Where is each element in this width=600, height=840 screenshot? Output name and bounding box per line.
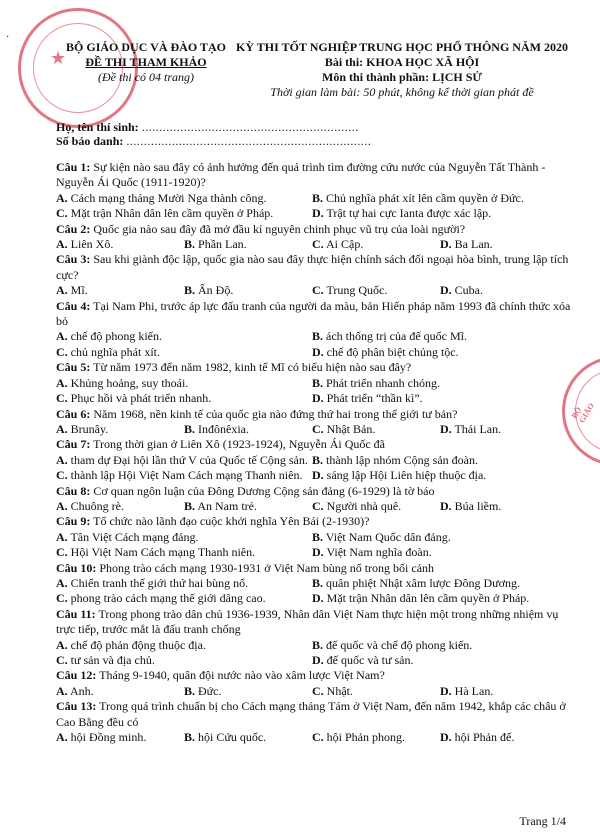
question-text <box>56 222 576 237</box>
question-text <box>56 252 576 283</box>
margin-dot: · <box>6 32 10 43</box>
question-number: Câu 12: <box>56 668 97 683</box>
option-text: Phần Lan. <box>195 237 247 252</box>
question-stem: Tháng 9-1940, quân đội nước nào vào xâm lược Việt Nam? <box>96 668 385 683</box>
option-letter: A. <box>56 190 68 205</box>
header-right <box>232 40 572 100</box>
id-label: Số báo danh: <box>56 134 124 148</box>
answer-option-c[interactable] <box>56 545 312 560</box>
question-text <box>56 561 576 576</box>
answer-option-a[interactable] <box>56 422 184 437</box>
option-text: hội Phản phong. <box>323 730 406 745</box>
option-letter: D. <box>312 545 324 560</box>
option-letter: C. <box>312 730 324 745</box>
option-text: đế quốc và chế độ phong kiến. <box>323 637 473 652</box>
answer-option-c[interactable] <box>56 653 312 668</box>
option-text: sáng lập Hội Liên hiệp thuộc địa. <box>323 468 487 483</box>
answer-option-d[interactable] <box>440 499 576 514</box>
exam-title: KỲ THI TỐT NGHIỆP TRUNG HỌC PHỔ THÔNG NĂM 2020 <box>236 40 568 54</box>
option-text: An Nam trẻ. <box>195 498 258 513</box>
answer-option-a[interactable] <box>56 191 312 206</box>
question-number: Câu 11: <box>56 606 96 621</box>
question-stem: Sau khi giành độc lập, quốc gia nào sau đây thực hiện chính sách đối ngoại hòa bình, trung lập tích cực? <box>56 252 569 282</box>
answer-option-c[interactable] <box>56 206 312 221</box>
option-text: Trật tự hai cực Ianta được xác lập. <box>323 206 492 221</box>
option-text: Tân Việt Cách mạng đảng. <box>67 529 199 544</box>
option-text: Anh. <box>67 683 94 698</box>
answer-options <box>56 684 576 699</box>
question-4 <box>56 299 576 361</box>
option-text: Brunây. <box>67 421 109 436</box>
option-letter: B. <box>312 575 324 590</box>
question-12 <box>56 668 576 699</box>
option-text: Inđônêxia. <box>195 421 249 436</box>
option-text: Hà Lan. <box>451 683 494 698</box>
answer-option-c[interactable] <box>312 499 440 514</box>
page-count-note: (Đề thi có 04 trang) <box>98 70 194 84</box>
id-field[interactable]: ...................................................................... <box>126 134 372 148</box>
answer-option-b[interactable] <box>184 237 312 252</box>
option-letter: B. <box>312 190 324 205</box>
option-text: Cuba. <box>451 283 484 298</box>
option-letter: C. <box>56 653 68 667</box>
answer-option-a[interactable] <box>56 329 312 344</box>
answer-option-b[interactable] <box>312 530 576 545</box>
question-9 <box>56 514 576 560</box>
subject: Môn thi thành phần: LỊCH SỬ <box>322 70 482 84</box>
question-number: Câu 1: <box>56 160 91 174</box>
option-letter: C. <box>56 391 68 406</box>
question-stem: Tại Nam Phi, trước áp lực đấu tranh của người da màu, bản Hiến pháp năm 1993 đã chính thức xóa bỏ <box>56 298 571 329</box>
option-letter: A. <box>56 421 68 436</box>
answer-option-b[interactable] <box>184 422 312 437</box>
option-letter: D. <box>312 344 324 359</box>
option-letter: D. <box>312 468 324 483</box>
option-letter: C. <box>56 591 68 606</box>
question-text <box>56 360 576 375</box>
question-text <box>56 160 576 191</box>
option-letter: A. <box>56 683 68 698</box>
answer-option-a[interactable] <box>56 237 184 252</box>
question-stem: Sự kiện nào sau đây có ảnh hưởng đến quá trình tìm đường cứu nước của Nguyễn Tất Thành - Nguyễn Ái Quốc (1911-1920)? <box>56 160 546 190</box>
option-letter: B. <box>312 329 324 344</box>
answer-option-a[interactable] <box>56 684 184 699</box>
option-letter: C. <box>56 206 68 221</box>
question-6 <box>56 407 576 438</box>
subject-group: Bài thi: KHOA HỌC XÃ HỘI <box>324 55 480 69</box>
option-letter: A. <box>56 498 68 513</box>
option-text: chế độ phong kiến. <box>67 329 162 344</box>
answer-option-c[interactable] <box>56 468 312 483</box>
option-text: Hội Việt Nam Cách mạng Thanh niên. <box>67 545 256 560</box>
answer-option-d[interactable] <box>440 684 576 699</box>
answer-option-a[interactable] <box>56 638 312 653</box>
option-text: Việt Nam Quốc dân đảng. <box>323 529 451 544</box>
answer-option-b[interactable] <box>184 730 312 745</box>
option-letter: C. <box>56 468 68 483</box>
option-letter: B. <box>312 529 324 544</box>
option-letter: C. <box>56 344 68 359</box>
question-3 <box>56 252 576 298</box>
option-letter: A. <box>56 730 68 745</box>
answer-option-c[interactable] <box>312 422 440 437</box>
option-letter: D. <box>312 391 324 406</box>
option-text: Chiến tranh thế giới thứ hai bùng nổ. <box>67 575 249 590</box>
answer-option-c[interactable] <box>56 391 312 406</box>
option-text: Ba Lan. <box>451 237 493 252</box>
question-stem: Từ năm 1973 đến năm 1982, kinh tế Mĩ có biểu hiện nào sau đây? <box>90 360 412 375</box>
option-text: tư sản và địa chủ. <box>67 653 155 667</box>
question-10 <box>56 561 576 607</box>
question-stem: Phong trào cách mạng 1930-1931 ở Việt Nam bùng nổ trong bối cảnh <box>96 560 435 575</box>
question-11 <box>56 607 576 669</box>
question-stem: Cơ quan ngôn luận của Đông Dương Cộng sản đảng (6-1929) là tờ báo <box>90 483 435 498</box>
option-letter: D. <box>312 653 324 667</box>
option-letter: D. <box>440 421 452 436</box>
question-stem: Quốc gia nào sau đây đã mở đầu kỉ nguyên chinh phục vũ trụ của loài người? <box>90 221 466 236</box>
option-text: Chuông rè. <box>67 498 124 513</box>
question-text <box>56 299 576 330</box>
option-letter: A. <box>56 237 68 252</box>
option-text: Mặt trận Nhân dân lên cầm quyền ở Pháp. <box>323 591 530 606</box>
answer-option-a[interactable] <box>56 530 312 545</box>
question-number: Câu 5: <box>56 360 91 375</box>
answer-option-b[interactable] <box>312 376 576 391</box>
candidate-info <box>56 120 371 148</box>
option-letter: B. <box>184 421 196 436</box>
option-text: Mĩ. <box>67 283 88 298</box>
question-text <box>56 407 576 422</box>
answer-options <box>56 329 576 360</box>
option-text: Phục hồi và phát triển nhanh. <box>67 391 212 406</box>
option-text: chế độ phân biệt chủng tộc. <box>323 344 459 359</box>
answer-option-b[interactable] <box>312 638 576 653</box>
option-text: đế quốc và tư sản. <box>323 653 414 667</box>
name-field[interactable]: .............................................................. <box>141 120 359 134</box>
option-text: Thái Lan. <box>451 421 502 436</box>
option-letter: D. <box>312 206 324 221</box>
answer-option-d[interactable] <box>312 206 576 221</box>
option-text: Liên Xô. <box>67 237 114 252</box>
option-letter: A. <box>56 283 68 298</box>
option-text: Cách mạng tháng Mười Nga thành công. <box>67 190 267 205</box>
option-letter: D. <box>440 683 452 698</box>
option-text: quân phiệt Nhật xâm lược Đông Dương. <box>323 575 521 590</box>
option-text: Ai Cập. <box>323 237 364 252</box>
page-number: Trang 1/4 <box>519 814 566 828</box>
answer-option-d[interactable] <box>440 237 576 252</box>
answer-options <box>56 638 576 669</box>
answer-option-c[interactable] <box>312 283 440 298</box>
answer-option-a[interactable] <box>56 283 184 298</box>
answer-option-d[interactable] <box>440 422 576 437</box>
answer-option-b[interactable] <box>312 191 576 206</box>
option-text: Người nhà quê. <box>323 498 402 513</box>
answer-options <box>56 376 576 407</box>
question-number: Câu 9: <box>56 514 91 529</box>
question-8 <box>56 484 576 515</box>
answer-option-b[interactable] <box>312 453 576 468</box>
option-text: hội Phản đế. <box>451 730 515 745</box>
option-text: Nhật Bản. <box>323 421 376 436</box>
option-letter: B. <box>184 683 196 698</box>
option-letter: C. <box>312 421 324 436</box>
option-text: Chủ nghĩa phát xít lên cầm quyền ở Đức. <box>323 190 524 205</box>
exam-type: ĐỀ THI THAM KHẢO <box>85 55 207 69</box>
question-13 <box>56 699 576 745</box>
answer-option-b[interactable] <box>312 329 576 344</box>
option-text: Khủng hoảng, suy thoái. <box>67 375 189 390</box>
answer-option-a[interactable] <box>56 499 184 514</box>
answer-option-a[interactable] <box>56 453 312 468</box>
option-text: Mặt trận Nhân dân lên cầm quyền ở Pháp. <box>67 206 274 221</box>
answer-option-a[interactable] <box>56 376 312 391</box>
option-letter: A. <box>56 329 68 344</box>
answer-option-d[interactable] <box>440 730 576 745</box>
option-text: Ấn Độ. <box>195 283 234 298</box>
answer-options <box>56 499 576 514</box>
option-letter: A. <box>56 575 68 590</box>
answer-option-c[interactable] <box>312 730 440 745</box>
question-number: Câu 3: <box>56 252 91 267</box>
question-text <box>56 514 576 529</box>
option-text: Nhật. <box>323 683 353 698</box>
option-letter: A. <box>56 529 68 544</box>
answer-option-d[interactable] <box>312 653 576 668</box>
question-5 <box>56 360 576 406</box>
option-letter: D. <box>440 237 452 252</box>
answer-option-b[interactable] <box>312 576 576 591</box>
question-number: Câu 10: <box>56 560 97 575</box>
question-stem: Tổ chức nào lãnh đạo cuộc khởi nghĩa Yên Bái (2-1930)? <box>90 514 370 529</box>
question-list <box>56 160 576 745</box>
option-letter: C. <box>312 498 324 513</box>
header-left <box>56 40 236 85</box>
answer-option-c[interactable] <box>56 345 312 360</box>
option-text: chế độ phản động thuộc địa. <box>67 637 206 652</box>
answer-option-d[interactable] <box>312 391 576 406</box>
question-number: Câu 7: <box>56 437 91 452</box>
option-letter: B. <box>312 452 324 467</box>
question-stem: Trong phong trào dân chủ 1936-1939, Nhân dân Việt Nam thực hiện một trong những nhiệm vụ trực tiếp, trước mắt là đấu tranh chống <box>56 606 559 637</box>
question-number: Câu 2: <box>56 221 91 236</box>
answer-options <box>56 530 576 561</box>
question-text <box>56 437 576 452</box>
option-text: Trung Quốc. <box>323 283 388 298</box>
option-letter: B. <box>312 375 324 390</box>
option-letter: D. <box>440 498 452 513</box>
question-text <box>56 668 576 683</box>
question-number: Câu 4: <box>56 298 91 313</box>
answer-option-c[interactable] <box>312 684 440 699</box>
answer-option-c[interactable] <box>312 237 440 252</box>
option-text: hội Cứu quốc. <box>195 730 267 745</box>
answer-option-a[interactable] <box>56 730 184 745</box>
answer-option-d[interactable] <box>312 545 576 560</box>
option-text: thành lập Hội Việt Nam Cách mạng Thanh niên. <box>67 468 303 483</box>
answer-options <box>56 237 576 252</box>
answer-option-c[interactable] <box>56 591 312 606</box>
option-text: Việt Nam nghĩa đoàn. <box>323 545 432 560</box>
option-letter: A. <box>56 375 68 390</box>
answer-options <box>56 422 576 437</box>
option-letter: A. <box>56 637 68 652</box>
option-letter: D. <box>440 283 452 298</box>
option-text: Phát triển nhanh chóng. <box>323 375 440 390</box>
answer-options <box>56 730 576 745</box>
option-letter: D. <box>312 591 324 606</box>
answer-options <box>56 453 576 484</box>
answer-option-d[interactable] <box>440 283 576 298</box>
answer-option-d[interactable] <box>312 345 576 360</box>
option-text: hội Đồng minh. <box>67 730 147 745</box>
question-text <box>56 484 576 499</box>
question-stem: Năm 1968, nền kinh tế của quốc gia nào đứng thứ hai trong thế giới tư bản? <box>90 406 458 421</box>
answer-option-b[interactable] <box>184 499 312 514</box>
seal-star-icon: ★ <box>50 48 67 68</box>
question-2 <box>56 222 576 253</box>
question-text <box>56 607 576 638</box>
seal-text: BỘ GIÁO <box>569 401 596 425</box>
option-text: Đức. <box>195 683 222 698</box>
option-letter: C. <box>312 683 324 698</box>
ministry-name: BỘ GIÁO DỤC VÀ ĐÀO TẠO <box>66 40 226 54</box>
time-limit: Thời gian làm bài: 50 phút, không kể thời gian phát đề <box>270 85 534 99</box>
option-letter: C. <box>312 283 324 298</box>
option-text: ách thống trị của đế quốc Mĩ. <box>323 329 467 344</box>
option-text: chủ nghĩa phát xít. <box>67 344 160 359</box>
question-number: Câu 8: <box>56 483 91 498</box>
option-letter: A. <box>56 452 68 467</box>
option-letter: B. <box>184 283 196 298</box>
question-text <box>56 699 576 730</box>
question-stem: Trong thời gian ở Liên Xô (1923-1924), Nguyễn Ái Quốc đã <box>90 437 386 452</box>
question-number: Câu 6: <box>56 406 91 421</box>
option-text: Phát triển “thần kì”. <box>323 391 423 406</box>
question-7 <box>56 437 576 483</box>
answer-option-b[interactable] <box>184 283 312 298</box>
answer-options <box>56 191 576 222</box>
option-letter: B. <box>184 237 196 252</box>
option-letter: B. <box>184 498 196 513</box>
answer-option-d[interactable] <box>312 591 576 606</box>
option-letter: B. <box>184 730 196 745</box>
question-stem: Trong quá trình chuẩn bị cho Cách mạng tháng Tám ở Việt Nam, đến năm 1942, khắp các châu ở Cao Bằng đều có <box>56 699 566 729</box>
question-1 <box>56 160 576 222</box>
option-letter: B. <box>312 637 324 652</box>
option-letter: C. <box>56 545 68 560</box>
option-letter: D. <box>440 730 452 745</box>
option-text: thành lập nhóm Cộng sản đoàn. <box>323 452 478 467</box>
name-label: Họ, tên thí sinh: <box>56 120 139 134</box>
answer-options <box>56 283 576 298</box>
answer-option-a[interactable] <box>56 576 312 591</box>
option-text: phong trào cách mạng thế giới dâng cao. <box>67 591 266 606</box>
option-letter: C. <box>312 237 324 252</box>
answer-options <box>56 576 576 607</box>
answer-option-d[interactable] <box>312 468 576 483</box>
option-text: tham dự Đại hội lần thứ V của Quốc tế Cộng sản. <box>67 452 308 467</box>
question-number: Câu 13: <box>56 699 97 714</box>
answer-option-b[interactable] <box>184 684 312 699</box>
option-text: Búa liềm. <box>451 498 502 513</box>
